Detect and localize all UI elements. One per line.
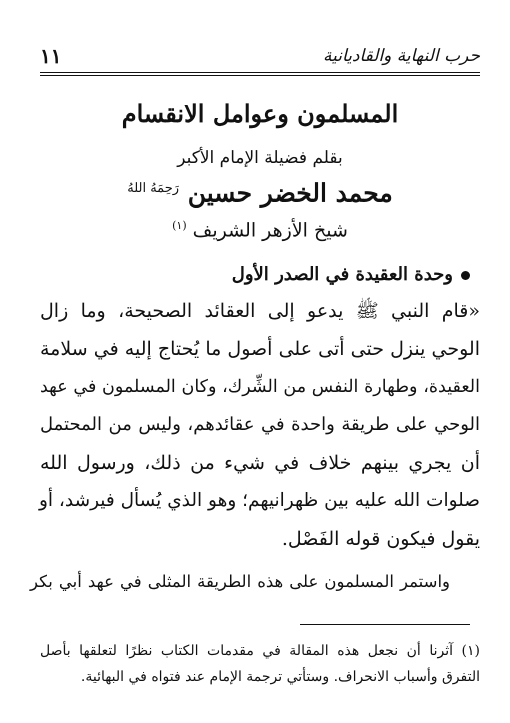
body-line: يقول فيكون قوله الفَصْل. bbox=[281, 528, 480, 550]
author-name: محمد الخضر حسين bbox=[187, 178, 393, 208]
footnote-line: (١) آثرنا أن نجعل هذه المقالة في مقدمات الكتاب نظرًا لتعلقها بأصل bbox=[40, 643, 480, 659]
running-title: حرب النهاية والقاديانية bbox=[323, 46, 480, 66]
article-title: المسلمون وعوامل الانقسام bbox=[121, 99, 399, 128]
section-heading-text: وحدة العقيدة في الصدر الأول bbox=[231, 264, 453, 285]
footnote-line: التفرق وأسباب الانحراف. وستأتي ترجمة الإمام عند فتواه في البهائية. bbox=[80, 669, 480, 685]
body-line: أن يجري بينهم خلاف في شيء من ذلك، ورسول الله bbox=[40, 452, 480, 474]
body-line: واستمر المسلمون على هذه الطريقة المثلى في عهد أبي بكر bbox=[30, 572, 450, 591]
body-line: العقيدة، وطهارة النفس من الشِّرك، وكان المسلمون في عهد bbox=[40, 377, 480, 397]
header-rule bbox=[40, 72, 480, 73]
author-role-line bbox=[40, 212, 480, 244]
section-heading bbox=[232, 262, 470, 288]
author-honorific: رَحِمَهُ اللهُ bbox=[127, 181, 180, 196]
byline: بقلم فضيلة الإمام الأكبر bbox=[177, 148, 343, 168]
body-line: «قام النبي ﷺ يدعو إلى العقائد الصحيحة، وما زال bbox=[40, 300, 480, 322]
bullet-icon bbox=[461, 271, 470, 280]
body-line: صلوات الله عليه بين ظهرانيهم؛ وهو الذي يُسأل فيرشد، أو bbox=[38, 490, 480, 511]
footnote-marker: (١) bbox=[172, 219, 187, 232]
running-header bbox=[40, 44, 480, 72]
body-line: الوحي على طريقة واحدة في عقائدهم، وليس من المحتمل bbox=[40, 414, 480, 435]
header-rule-thin bbox=[40, 75, 480, 76]
author-line bbox=[40, 172, 480, 210]
footnote-rule bbox=[300, 624, 470, 625]
body-line: الوحي ينزل حتى أتى على أصول ما يُحتاج إليه في سلامة bbox=[40, 338, 480, 360]
page-number: ١١ bbox=[40, 44, 62, 68]
author-role: شيخ الأزهر الشريف bbox=[192, 219, 348, 242]
